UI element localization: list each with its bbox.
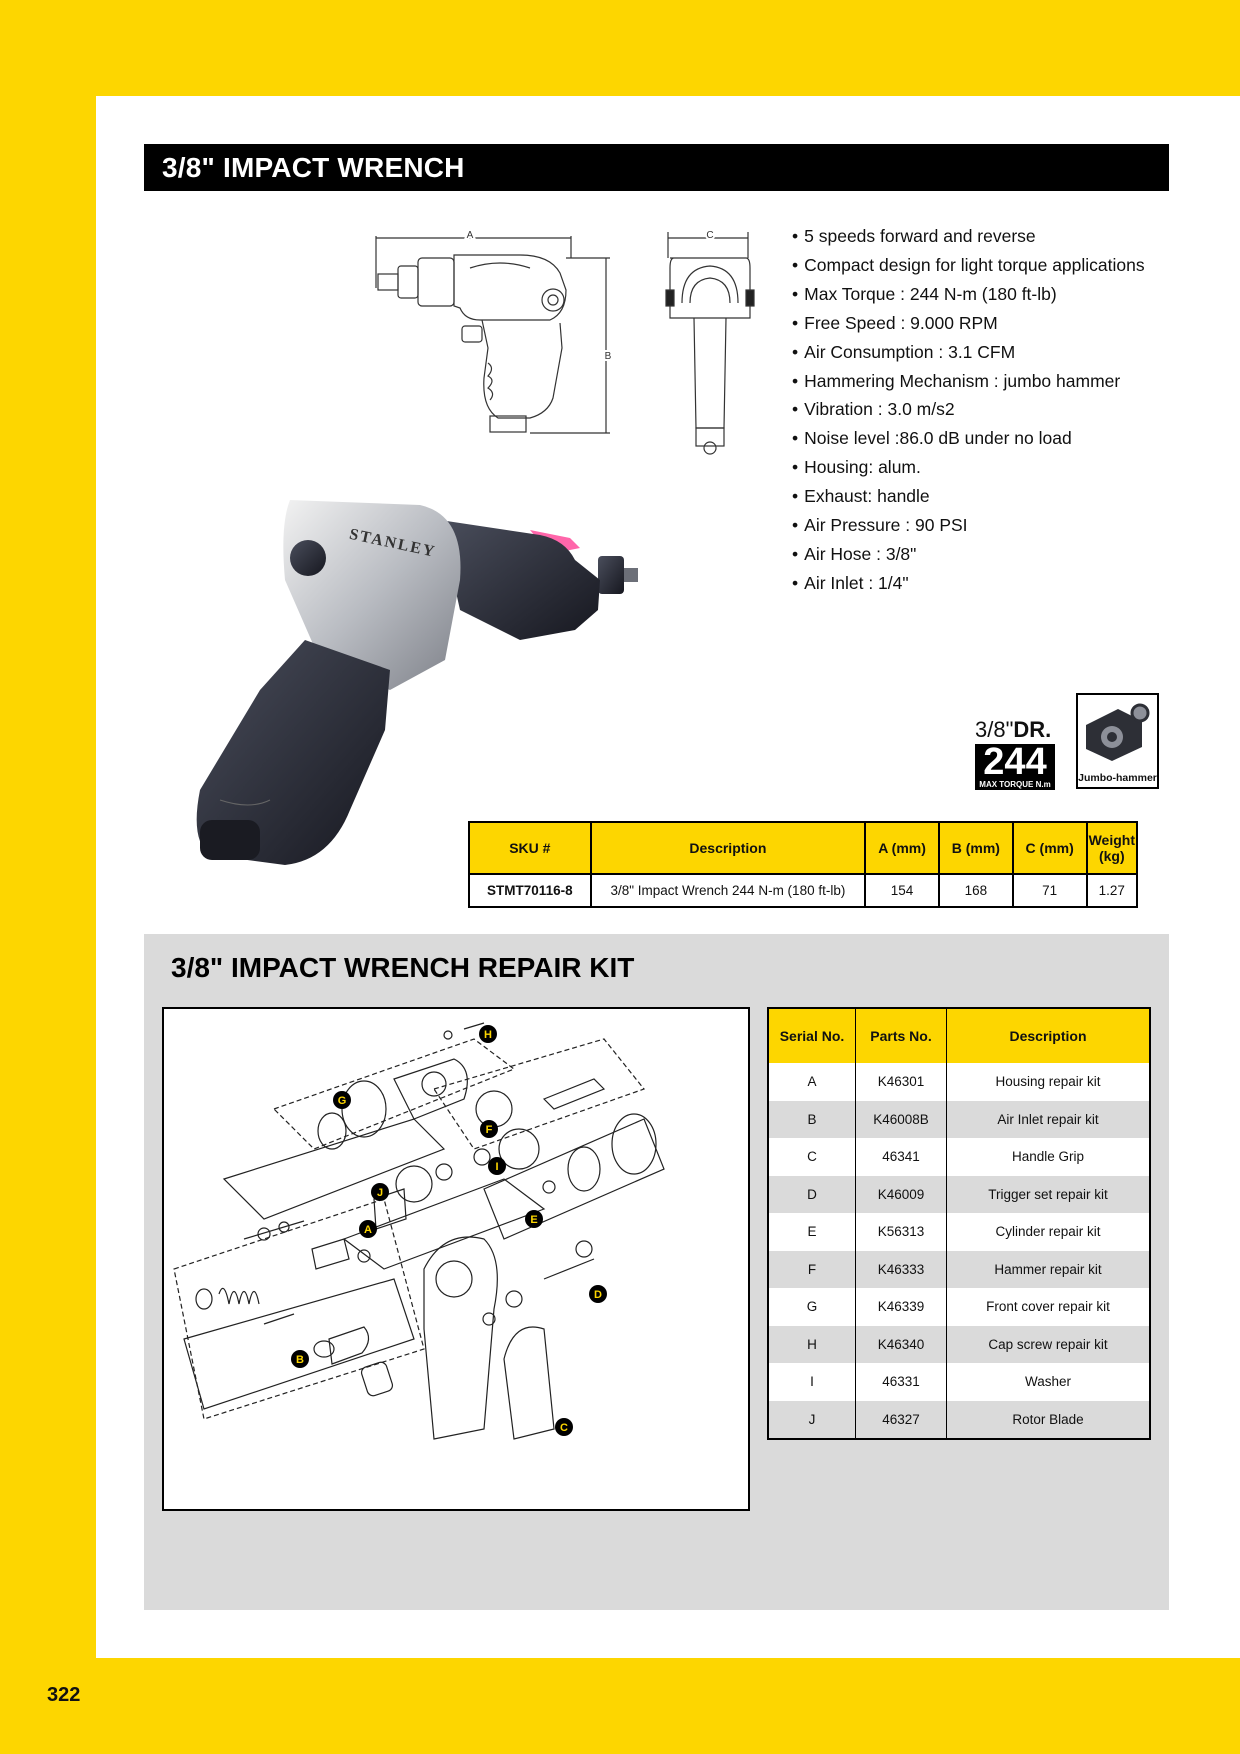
feature-item: • Air Consumption : 3.1 CFM	[792, 338, 1145, 367]
spec-cell-b: 168	[939, 874, 1013, 907]
table-row	[768, 1401, 1150, 1440]
kit-cell-serial: D	[768, 1176, 856, 1214]
table-row	[768, 1063, 1150, 1101]
kit-cell-parts: K46008B	[856, 1101, 947, 1139]
kit-cell-parts: 46331	[856, 1363, 947, 1401]
kit-cell-parts: K46009	[856, 1176, 947, 1214]
callout-d: D	[594, 1289, 602, 1301]
table-row	[768, 1326, 1150, 1364]
feature-item: • Noise level :86.0 dB under no load	[792, 424, 1145, 453]
spec-header-description: Description	[591, 822, 866, 874]
table-row	[768, 1176, 1150, 1214]
repair-kit-table	[767, 1007, 1151, 1440]
kit-cell-serial: C	[768, 1138, 856, 1176]
spec-table	[468, 821, 1138, 908]
kit-cell-parts: 46341	[856, 1138, 947, 1176]
callout-c: C	[560, 1422, 568, 1434]
spec-cell-description: 3/8" Impact Wrench 244 N-m (180 ft-lb)	[591, 874, 866, 907]
hammer-mechanism-icon	[1078, 695, 1157, 767]
kit-cell-serial: F	[768, 1251, 856, 1289]
callout-b: B	[296, 1354, 304, 1366]
table-row	[768, 1251, 1150, 1289]
torque-value: 244	[983, 741, 1047, 783]
mechanism-label: Jumbo-hammer	[1078, 772, 1157, 784]
torque-caption: MAX TORQUE N.m	[979, 780, 1051, 789]
kit-cell-description: Housing repair kit	[947, 1063, 1151, 1101]
dim-label-c: C	[706, 230, 714, 241]
dim-label-a: A	[466, 230, 474, 241]
callout-h: H	[484, 1029, 492, 1041]
side-view-drawing	[370, 228, 620, 463]
kit-cell-serial: A	[768, 1063, 856, 1101]
kit-cell-description: Cylinder repair kit	[947, 1213, 1151, 1251]
table-row	[768, 1138, 1150, 1176]
spec-header-a: A (mm)	[865, 822, 939, 874]
callout-a: A	[364, 1224, 372, 1236]
callout-g: G	[337, 1095, 347, 1107]
torque-badge	[975, 718, 1060, 790]
exploded-diagram	[162, 1007, 750, 1511]
kit-cell-description: Front cover repair kit	[947, 1288, 1151, 1326]
kit-cell-description: Trigger set repair kit	[947, 1176, 1151, 1214]
callout-e: E	[530, 1214, 538, 1226]
kit-cell-parts: K46340	[856, 1326, 947, 1364]
spec-cell-weight: 1.27	[1087, 874, 1137, 907]
page-number: 322	[47, 1684, 81, 1706]
spec-header-weight: Weight (kg)	[1087, 822, 1137, 874]
kit-cell-description: Cap screw repair kit	[947, 1326, 1151, 1364]
spec-cell-a: 154	[865, 874, 939, 907]
callout-i: I	[495, 1161, 499, 1173]
kit-cell-description: Hammer repair kit	[947, 1251, 1151, 1289]
kit-header-parts: Parts No.	[856, 1008, 947, 1063]
feature-item: • Air Pressure : 90 PSI	[792, 511, 1145, 540]
feature-item: • 5 speeds forward and reverse	[792, 222, 1145, 251]
kit-cell-parts: K46333	[856, 1251, 947, 1289]
kit-cell-serial: J	[768, 1401, 856, 1440]
kit-cell-parts: K46339	[856, 1288, 947, 1326]
feature-item: • Exhaust: handle	[792, 482, 1145, 511]
feature-list	[792, 222, 1145, 598]
brand-logo: STANLEY	[347, 525, 438, 561]
exploded-diagram-drawing	[164, 1009, 748, 1509]
drive-size: 3/8"	[975, 717, 1014, 742]
jumbo-hammer-badge	[1076, 693, 1159, 789]
feature-item: • Air Hose : 3/8"	[792, 540, 1145, 569]
feature-item: • Housing: alum.	[792, 453, 1145, 482]
spec-cell-c: 71	[1013, 874, 1087, 907]
spec-header-c: C (mm)	[1013, 822, 1087, 874]
kit-cell-serial: I	[768, 1363, 856, 1401]
spec-header-sku: SKU #	[469, 822, 591, 874]
kit-cell-serial: H	[768, 1326, 856, 1364]
kit-cell-serial: E	[768, 1213, 856, 1251]
kit-cell-parts: K56313	[856, 1213, 947, 1251]
drive-suffix: DR.	[1013, 717, 1052, 742]
feature-item: • Compact design for light torque applications	[792, 251, 1145, 280]
table-row	[768, 1213, 1150, 1251]
kit-cell-description: Washer	[947, 1363, 1151, 1401]
kit-cell-description: Rotor Blade	[947, 1401, 1151, 1440]
spec-cell-sku: STMT70116-8	[469, 874, 591, 907]
feature-item: • Free Speed : 9.000 RPM	[792, 309, 1145, 338]
front-view-drawing	[660, 228, 760, 463]
repair-kit-title: 3/8" IMPACT WRENCH REPAIR KIT	[171, 952, 635, 983]
table-row	[469, 874, 1137, 907]
kit-cell-description: Handle Grip	[947, 1138, 1151, 1176]
kit-header-description: Description	[947, 1008, 1151, 1063]
page-title: 3/8" IMPACT WRENCH	[144, 144, 1169, 191]
callout-j: J	[376, 1187, 384, 1199]
kit-cell-description: Air Inlet repair kit	[947, 1101, 1151, 1139]
table-row	[768, 1288, 1150, 1326]
feature-item: • Vibration : 3.0 m/s2	[792, 395, 1145, 424]
kit-header-serial: Serial No.	[768, 1008, 856, 1063]
callout-f: F	[485, 1124, 493, 1136]
kit-cell-parts: K46301	[856, 1063, 947, 1101]
kit-cell-serial: G	[768, 1288, 856, 1326]
feature-item: • Max Torque : 244 N-m (180 ft-lb)	[792, 280, 1145, 309]
table-row	[768, 1101, 1150, 1139]
repair-kit-section	[144, 934, 1169, 1610]
feature-item: • Hammering Mechanism : jumbo hammer	[792, 367, 1145, 396]
feature-item: • Air Inlet : 1/4"	[792, 569, 1145, 598]
kit-cell-serial: B	[768, 1101, 856, 1139]
table-row	[768, 1363, 1150, 1401]
spec-header-b: B (mm)	[939, 822, 1013, 874]
dim-label-b: B	[604, 351, 612, 362]
kit-cell-parts: 46327	[856, 1401, 947, 1440]
